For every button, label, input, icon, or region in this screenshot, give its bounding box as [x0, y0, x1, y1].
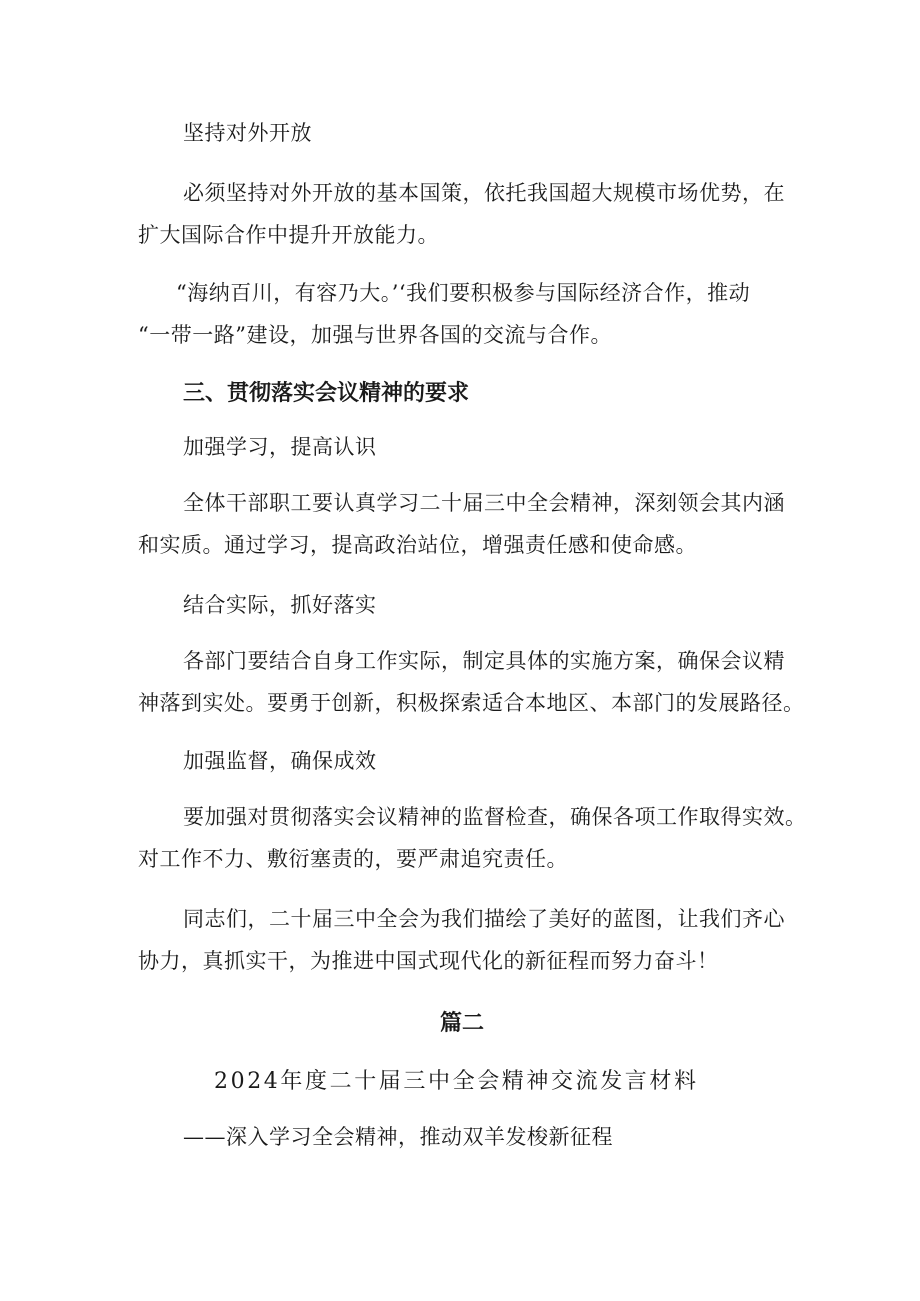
- paragraph-line: 要加强对贯彻落实会议精神的监督检查，确保各项工作取得实效。: [183, 805, 807, 829]
- subheading: 加强学习，提高认识: [183, 435, 377, 459]
- subheading: 结合实际，抓好落实: [183, 593, 377, 617]
- paragraph-line: 同志们，二十届三中全会为我们描绘了美好的蓝图，让我们齐心: [183, 907, 785, 931]
- part-label: 篇二: [440, 1011, 485, 1036]
- section-heading-open: 坚持对外开放: [183, 121, 312, 145]
- paragraph-line: 对工作不力、敷衍塞责的，要严肃追究责任。: [138, 847, 568, 871]
- paragraph-line: 全体干部职工要认真学习二十届三中全会精神，深刻领会其内涵: [183, 491, 785, 515]
- paragraph-line: 和实质。通过学习，提高政治站位，增强责任感和使命感。: [138, 533, 697, 557]
- paragraph-line: 协力，真抓实干，为推进中国式现代化的新征程而努力奋斗！: [138, 949, 719, 973]
- document-subtitle: ——深入学习全会精神，推动双羊发梭新征程: [183, 1125, 613, 1149]
- section-heading-three: 三、贯彻落实会议精神的要求: [183, 381, 470, 406]
- paragraph-line: 扩大国际合作中提升开放能力。: [138, 223, 439, 247]
- subheading: 加强监督，确保成效: [183, 749, 377, 773]
- paragraph-line: “海纳百川，有容乃大。’‘我们要积极参与国际经济合作，推动: [176, 281, 751, 305]
- document-title: 2024年度二十届三中全会精神交流发言材料: [214, 1069, 699, 1094]
- paragraph-line: 神落到实处。要勇于创新，积极探索适合本地区、本部门的发展路径。: [138, 691, 805, 715]
- paragraph-line: 必须坚持对外开放的基本国策，依托我国超大规模市场优势，在: [183, 181, 785, 205]
- paragraph-line: 各部门要结合自身工作实际，制定具体的实施方案，确保会议精: [183, 649, 785, 673]
- paragraph-line: “一带一路”建设，加强与世界各国的交流与合作。: [138, 323, 612, 347]
